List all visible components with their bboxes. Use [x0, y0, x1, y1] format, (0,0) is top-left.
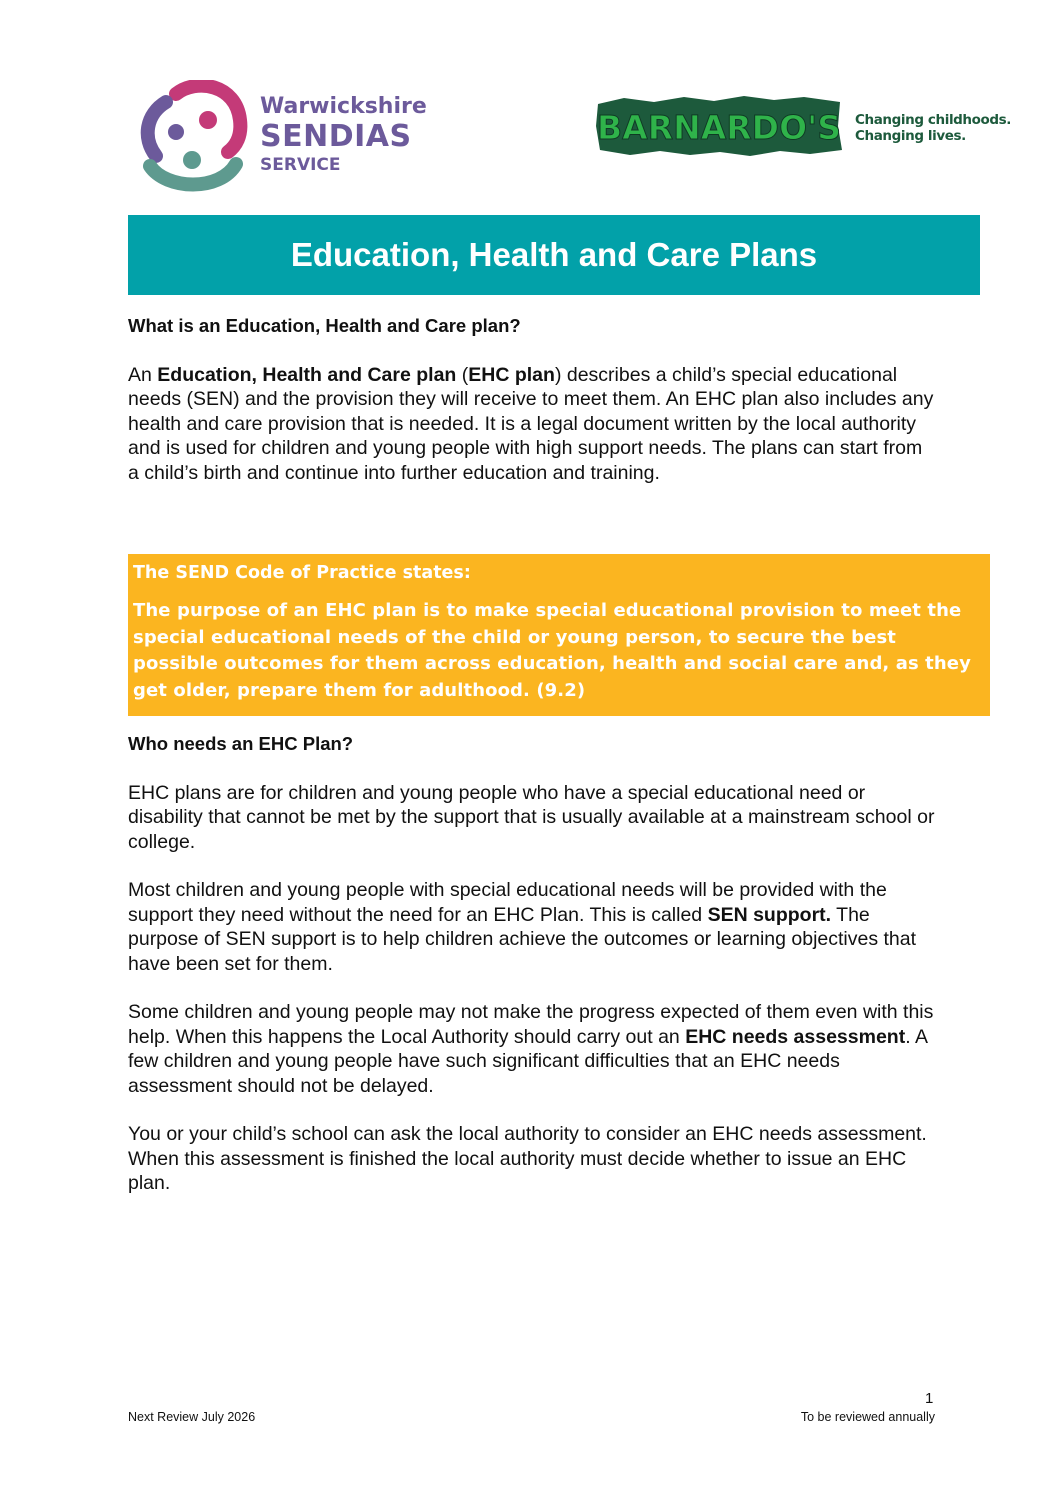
page-number: 1	[925, 1390, 934, 1407]
text: . A few children and young people have such significant difficulties that an EHC needs assessment should not be delayed.	[128, 1025, 927, 1097]
page-title: Education, Health and Care Plans	[290, 236, 818, 273]
text: The purpose of SEN support is to help children achieve the outcomes or learning objectives that have been set for them.	[128, 903, 917, 975]
text: Some children and young people may not make the progress expected of them even with this help. When this happens the Local Authority should carry out an	[128, 1001, 934, 1048]
barnardos-name: BARNARDO'S	[597, 108, 841, 147]
barnardos-tagline-2: Changing lives.	[855, 128, 966, 144]
bold-text: SEN support.	[707, 903, 832, 926]
bold-text: Education, Health and Care plan	[157, 363, 457, 386]
section-who-needs-ehc	[128, 732, 938, 1196]
section-heading: What is an Education, Health and Care plan?	[128, 315, 521, 336]
text: ) describes a child’s special educational needs (SEN) and the provision they will receive to meet them. An EHC plan also includes any health and care provision that is needed. It is a legal document written by the local authority and is used for children and young people with high support needs. The plans can start from a child’s birth and continue into further education and training.	[128, 363, 934, 484]
footer-left: Next Review July 2026	[128, 1410, 256, 1424]
bold-text: EHC plan	[468, 363, 555, 386]
barnardos-tagline-1: Changing childhoods.	[855, 112, 1012, 128]
text: (	[456, 363, 469, 386]
barnardos-tagline	[855, 112, 1011, 144]
code-of-practice-callout	[128, 554, 990, 716]
callout-title: The SEND Code of Practice states:	[133, 563, 471, 583]
sendias-line-3: SERVICE	[260, 155, 341, 175]
sendias-line-1: Warwickshire	[260, 94, 427, 119]
section-what-is-ehc	[128, 314, 938, 485]
sendias-people-icon	[136, 80, 256, 192]
barnardos-logo	[594, 96, 844, 156]
text: An	[128, 363, 158, 386]
callout-body: The purpose of an EHC plan is to make special educational provision to meet the special educational needs of the child or young person, to secure the best possible outcomes for them across education, health and social care and, as they get older, prepare them for adulthood. (9.2)	[133, 600, 971, 701]
bold-text: EHC needs assessment	[685, 1025, 906, 1048]
section-heading: Who needs an EHC Plan?	[128, 733, 354, 754]
paragraph: EHC plans are for children and young people who have a special educational need or disability that cannot be met by the support that is usually available at a mainstream school or college.	[128, 781, 935, 853]
sendias-line-2: SENDIAS	[260, 119, 412, 154]
paragraph	[128, 878, 938, 976]
footer-right: To be reviewed annually	[800, 1410, 935, 1424]
title-banner	[128, 215, 980, 295]
paragraph: You or your child’s school can ask the local authority to consider an EHC needs assessment. When this assessment is finished the local authority must decide whether to issue an EHC plan.	[128, 1123, 927, 1194]
paragraph	[128, 363, 938, 486]
paragraph	[128, 1000, 938, 1098]
text: Most children and young people with special educational needs will be provided with the support they need without the need for an EHC Plan. This is called	[128, 879, 887, 926]
sendias-wordmark	[260, 94, 427, 176]
